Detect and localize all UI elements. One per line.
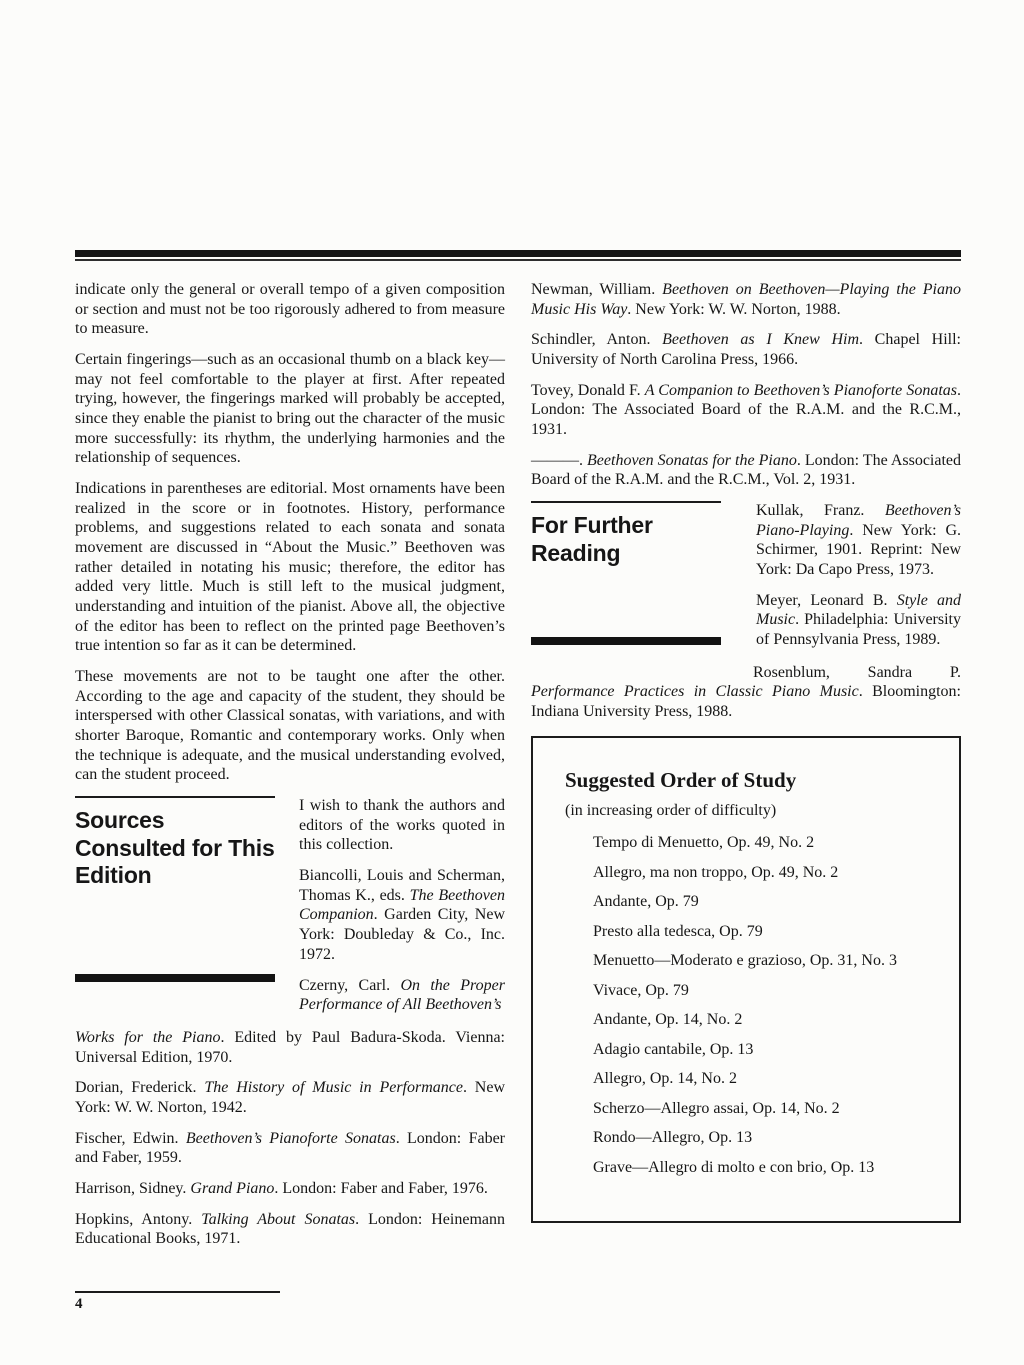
work-title-italic: Beethoven as I Knew Him: [662, 331, 859, 349]
bib-entry: [75, 1078, 505, 1117]
bib-entry: [299, 976, 505, 1015]
bib-entry: [531, 280, 961, 319]
study-list-item: Presto alla tedesca, Op. 79: [593, 922, 763, 940]
text-segment: Harrison, Sidney.: [75, 1179, 191, 1197]
text-segment: Newman, William.: [531, 281, 663, 298]
bib-entry: [531, 451, 961, 490]
study-list-item: Tempo di Menuetto, Op. 49, No. 2: [593, 834, 815, 852]
page-number: 4: [75, 1296, 83, 1312]
top-rule-thick: [75, 250, 961, 257]
bib-entry: [531, 330, 961, 369]
text-segment: . Garden City, New York: Doubleday & Co., Inc. 1972.: [299, 906, 505, 963]
work-title-italic: Beethoven’s Pianoforte Sonatas: [185, 1129, 396, 1147]
study-list-item: Allegro, ma non troppo, Op. 49, No. 2: [593, 863, 839, 881]
further-reading-side-column: [756, 501, 961, 661]
text-segment: Schindler, Anton.: [531, 331, 663, 349]
sources-full-width-entries: [75, 1028, 505, 1249]
study-list-item: Andante, Op. 14, No. 2: [593, 1011, 743, 1029]
work-title-italic: The Beethoven Companion: [299, 886, 505, 924]
bib-entry-continuation: [75, 1028, 505, 1067]
work-title-italic: A Companion to Beethoven’s Pianoforte Sonatas: [644, 381, 958, 399]
page-footer: [75, 1291, 280, 1313]
work-title-italic: Works for the Piano: [75, 1028, 221, 1046]
heading-rule-top: [75, 796, 275, 798]
text-segment: . London: Faber and Faber, 1959.: [75, 1129, 505, 1167]
top-rule-thin: [75, 259, 961, 261]
text-segment: . London: Heinemann Educational Books, 1971.: [75, 1210, 505, 1248]
sources-consulted-section: [75, 796, 505, 1026]
suggested-order-box: [531, 736, 961, 1224]
text-segment: Tovey, Donald F.: [531, 381, 645, 399]
text-segment: Hopkins, Antony.: [75, 1210, 202, 1228]
work-title-italic: Beethoven’s Piano-Playing: [756, 502, 961, 539]
bib-entry-wrapping: [531, 663, 961, 722]
bib-entry: [299, 866, 505, 964]
bib-entry: [75, 1210, 505, 1249]
heading-rule-top: [531, 501, 721, 503]
text-segment: . Philadelphia: University of Pennsylvania Press, 1989.: [756, 611, 961, 649]
text-segment: . Edited by Paul Badura-Skoda. Vienna: Universal Edition, 1970.: [75, 1028, 505, 1066]
two-column-layout: [75, 280, 961, 1260]
heading-rule-bottom: [75, 974, 275, 982]
bib-entry: [75, 1179, 505, 1199]
study-list-item: Rondo—Allegro, Op. 13: [593, 1129, 753, 1147]
text-segment: . London: The Associated Board of the R.A.M. and the R.C.M., 1931.: [531, 381, 962, 439]
text-segment: . New York: W. W. Norton, 1942.: [75, 1079, 506, 1116]
left-column: [75, 280, 505, 1260]
sources-side-column: [299, 796, 505, 1026]
text-segment: Rosenblum, Sandra P.: [753, 663, 961, 681]
bib-entry: [531, 381, 961, 440]
text-segment: Czerny, Carl.: [299, 976, 401, 994]
text-segment: . Chapel Hill: University of North Carolina Press, 1966.: [531, 331, 961, 369]
work-title-italic: The History of Music in Performance: [204, 1079, 463, 1097]
text-segment: Kullak, Franz.: [756, 502, 885, 520]
work-title-italic: Beethoven on Beethoven—Playing the Piano Music His Way: [531, 281, 961, 318]
further-reading-section: [531, 501, 961, 661]
text-segment: . New York: W. W. Norton, 1988.: [627, 300, 841, 318]
text-segment: . Bloomington: Indiana University Press, 1988.: [531, 683, 961, 721]
work-title-italic: Talking About Sonatas: [201, 1210, 356, 1228]
sources-heading: Sources Consulted for This Edition: [75, 807, 275, 889]
bib-entry: [75, 1129, 505, 1168]
study-list-item: Adagio cantabile, Op. 13: [593, 1040, 754, 1058]
study-box-subtitle: (in increasing order of difficulty): [565, 801, 777, 819]
body-paragraph: Indications in parentheses are editorial. Most ornaments have been realized in the score or in footnotes. History, performance problems, and suggestions related to each sonata and sonata movement are discussed in “About the Music.” Beethoven was rather detailed in notating his music; therefore, the editor has added very little. Much is still left to the musical judgment, understanding and intuition of the pianist. Above all, the objective of the editor has been to reflect on the printed page Beethoven’s true intention so far as it can be determined.: [75, 480, 505, 655]
sources-heading-block: [75, 796, 275, 1026]
text-segment: Fischer, Edwin.: [75, 1129, 186, 1147]
text-segment: ———.: [531, 451, 588, 469]
body-paragraph: Certain fingerings—such as an occasional thumb on a black key—may not feel comfortable to the player at first. After repeated trying, however, the fingerings marked will probably be accepted, since they enable the pianist to bring out the character of the music more successfully: its rhythm, the underlying harmonies and the relationship of sequences.: [75, 351, 505, 467]
work-title-italic: On the Proper Performance of All Beethoven’s: [299, 976, 505, 1014]
text-segment: Dorian, Frederick.: [75, 1079, 205, 1097]
text-segment: Meyer, Leonard B.: [756, 591, 897, 609]
further-reading-heading-block: [531, 501, 721, 661]
study-list: [565, 833, 933, 1178]
top-rule: [75, 250, 961, 261]
study-list-item: Menuetto—Moderato e grazioso, Op. 31, No. 3: [593, 952, 897, 970]
text-segment: Biancolli, Louis and Scherman, Thomas K., eds.: [299, 867, 505, 904]
work-title-italic: Beethoven Sonatas for the Piano: [587, 451, 797, 469]
study-list-item: Vivace, Op. 79: [593, 981, 689, 999]
text-segment: . London: The Associated Board of the R.A.M. and the R.C.M., Vol. 2, 1931.: [531, 451, 962, 489]
body-paragraph: indicate only the general or overall tempo of a given composition or section and must not be too rigorously adhered to from measure to measure.: [75, 281, 505, 338]
footer-rule: [75, 1291, 280, 1293]
right-column: [531, 280, 961, 1260]
study-box-title: Suggested Order of Study: [565, 767, 797, 792]
text-segment: . New York: G. Schirmer, 1901. Reprint: New York: Da Capo Press, 1973.: [756, 521, 961, 579]
study-list-item: Allegro, Op. 14, No. 2: [593, 1070, 737, 1088]
text-segment: . London: Faber and Faber, 1976.: [274, 1179, 488, 1197]
thanks-paragraph: I wish to thank the authors and editors of the works quoted in this collection.: [299, 797, 505, 854]
bib-entry: [756, 501, 961, 580]
study-list-item: Scherzo—Allegro assai, Op. 14, No. 2: [593, 1099, 840, 1117]
heading-rule-bottom: [531, 637, 721, 645]
work-title-italic: Style and Music: [756, 591, 961, 629]
body-paragraph: These movements are not to be taught one after the other. According to the age and capacity of the student, they should be interspersed with other Classical sonatas, with variations, and with shorter Baroque, Romantic and contemporary works. Only when the technique is adequate, and the musical understanding evolved, can the student proceed.: [75, 668, 505, 784]
further-reading-heading: For Further Reading: [531, 512, 653, 566]
work-title-italic: Performance Practices in Classic Piano Music: [531, 683, 859, 701]
bib-entry: [756, 591, 961, 650]
study-list-item: Grave—Allegro di molto e con brio, Op. 13: [593, 1158, 875, 1176]
study-list-item: Andante, Op. 79: [593, 893, 699, 911]
work-title-italic: Grand Piano: [190, 1179, 275, 1197]
page-content: [75, 250, 961, 1260]
